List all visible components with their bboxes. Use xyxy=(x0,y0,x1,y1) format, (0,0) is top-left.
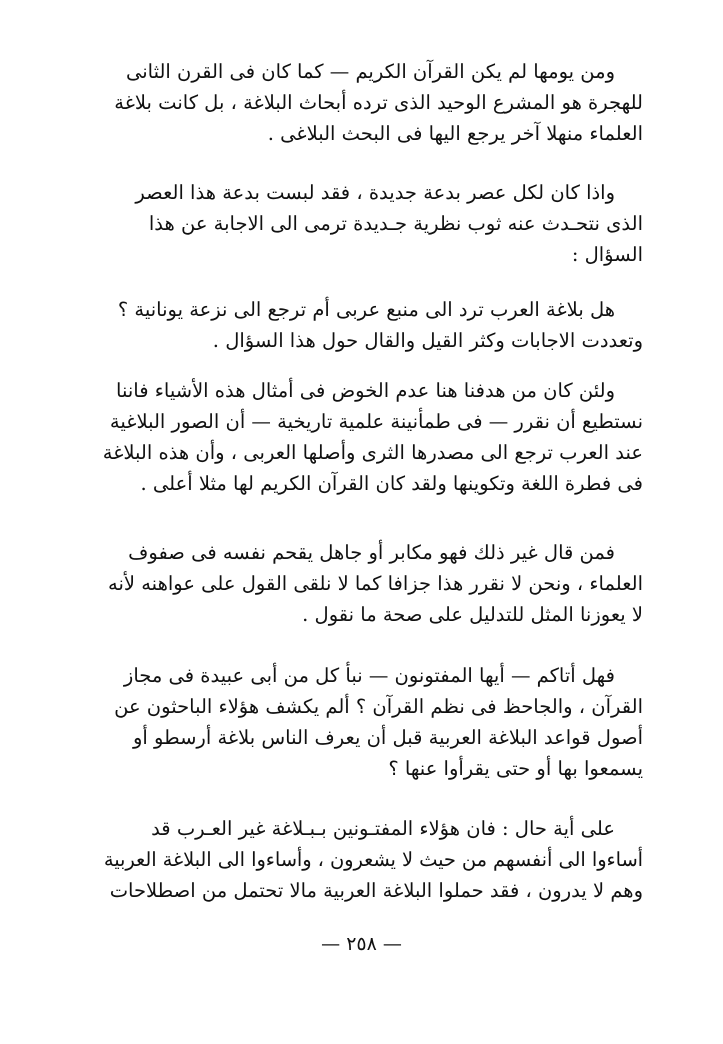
paragraph-4 xyxy=(103,375,643,499)
text-line: واذا كان لكل عصر بدعة جديدة ، فقد لبست بدعة هذا العصر xyxy=(135,181,615,204)
text-line: السؤال : xyxy=(571,243,643,266)
text-line: وهم لا يدرون ، فقد حملوا البلاغة العربية مالا تحتمل من اصطلاحات xyxy=(109,879,643,902)
text-line: ولئن كان من هدفنا هنا عدم الخوض فى أمثال هذه الأشياء فاننا xyxy=(116,379,615,402)
text-line: على أية حال : فان هؤلاء المفتـونين بـبـلاغة غير العـرب قد xyxy=(151,817,615,840)
text-line: نستطيع أن نقرر — فى طمأنينة علمية تاريخية — أن الصور البلاغية xyxy=(109,410,643,433)
text-line: لا يعوزنا المثل للتدليل على صحة ما نقول . xyxy=(302,603,643,626)
text-line: فهل أتاكم — أيها المفتونون — نبأ كل من أبى عبيدة فى مجاز xyxy=(123,664,615,687)
text-line: يسمعوا بها أو حتى يقرأوا عنها ؟ xyxy=(388,757,643,780)
paragraph-3 xyxy=(103,294,643,356)
text-line: أساءوا الى أنفسهم من حيث لا يشعرون ، وأساءوا الى البلاغة العربية xyxy=(103,848,643,871)
text-line: القرآن ، والجاحظ فى نظم القرآن ؟ ألم يكشف هؤلاء الباحثون عن xyxy=(114,695,643,718)
text-line: للهجرة هو المشرع الوحيد الذى ترده أبحاث البلاغة ، بل كانت بلاغة xyxy=(114,91,643,114)
text-line: العلماء ، ونحن لا نقرر هذا جزافا كما لا نلقى القول على عواهنه لأنه xyxy=(108,572,643,595)
paragraph-5 xyxy=(103,537,643,630)
text-line: العلماء منهلا آخر يرجع اليها فى البحث البلاغى . xyxy=(267,122,643,145)
text-line: هل بلاغة العرب ترد الى منبع عربى أم ترجع الى نزعة يونانية ؟ xyxy=(117,298,615,321)
text-line: الذى نتحـدث عنه ثوب نظرية جـديدة ترمى الى الاجابة عن هذا xyxy=(148,212,643,235)
text-line: أصول قواعد البلاغة العربية قبل أن يعرف الناس بلاغة أرسطو أو xyxy=(132,726,643,749)
paragraph-1 xyxy=(103,56,643,149)
text-line: ومن يومها لم يكن القرآن الكريم — كما كان فى القرن الثانى xyxy=(125,60,615,83)
text-line: فمن قال غير ذلك فهو مكابر أو جاهل يقحم نفسه فى صفوف xyxy=(128,541,615,564)
text-line: فى فطرة اللغة وتكوينها ولقد كان القرآن الكريم لها مثلا أعلى . xyxy=(140,472,643,495)
page-number: — ٢٥٨ — xyxy=(321,933,402,955)
text-line: عند العرب ترجع الى مصدرها الثرى وأصلها العربى ، وأن هذه البلاغة xyxy=(102,441,643,464)
paragraph-7 xyxy=(103,813,643,906)
paragraph-2 xyxy=(103,177,643,270)
paragraph-6 xyxy=(103,660,643,784)
text-line: وتعددت الاجابات وكثر القيل والقال حول هذا السؤال . xyxy=(212,329,643,352)
